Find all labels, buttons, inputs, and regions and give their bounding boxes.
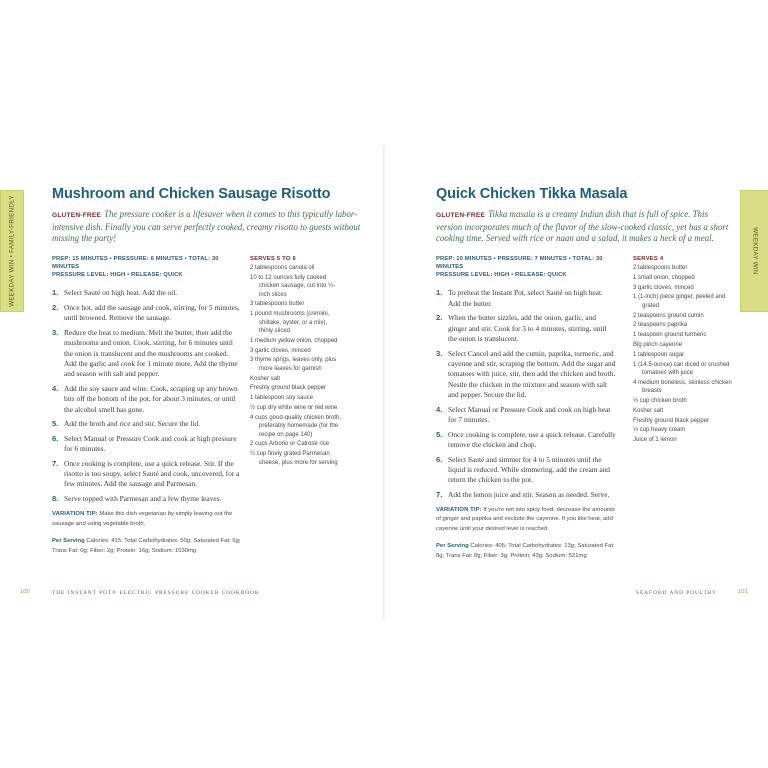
ingredient-item: 3 garlic cloves, minced — [250, 347, 311, 354]
ingredient-item: Juice of 1 lemon — [633, 437, 677, 444]
step-number: 8. — [52, 494, 59, 504]
step-number: 3. — [436, 348, 443, 358]
left-steps-list — [52, 288, 242, 504]
left-meta-line1: PREP: 15 MINUTES • PRESSURE: 6 MINUTES • TOTAL: 30 MINUTES — [52, 255, 219, 270]
left-ingredients-list — [250, 264, 342, 467]
ingredient-item: 1 medium yellow onion, chopped — [250, 337, 338, 344]
right-steps-list — [436, 288, 616, 500]
right-variation-label: VARIATION TIP: — [436, 507, 482, 514]
ingredient-item: 1 tablespoon soy sauce — [250, 395, 314, 402]
right-page — [436, 186, 732, 559]
step-text: Add the broth and rice and stir. Secure the lid. — [64, 419, 201, 429]
right-recipe-intro — [436, 209, 732, 245]
right-variation-tip — [436, 506, 616, 534]
step-text: Once hot, add the sausage and cook, stirring, for 5 minutes, until browned. Remove the sausage. — [64, 303, 240, 323]
recipe-step — [436, 288, 616, 309]
ingredient-item: Big pinch cayenne — [633, 341, 683, 348]
step-text: Select Sauté on high heat. Add the oil. — [64, 288, 178, 298]
left-meta-line2: PRESSURE LEVEL: HIGH • RELEASE: QUICK — [52, 272, 183, 279]
ingredient-item: 1 pound mushrooms (cremini, shiitake, oyster, or a mix), thinly sliced — [250, 311, 330, 334]
right-running-footer: SEAFOOD AND POULTRY — [636, 590, 717, 596]
left-nutrition-text: Calories: 415; Total Carbohydrates: 50g; Saturated Fat: 6g; Trans Fat: 0g; Fiber: 2g; Protein: 16g; Sodium: 1030mg — [52, 538, 241, 554]
step-number: 5. — [436, 429, 443, 439]
right-nutrition-label: Per Serving — [436, 543, 469, 550]
step-text: Once cooking is complete, use a quick release. Stir. If the risotto is too soupy, select Sauté and cook, uncovered, for a few minutes. Add the sausage and Parmesan. — [64, 458, 240, 489]
right-category-tab — [740, 190, 768, 312]
left-intro-text: The pressure cooker is a lifesaver when it comes to this typically labor-intensive dish. Finally you can serve perfectly cooked, creamy risotto to guests without missing the party! — [52, 209, 361, 244]
left-variation-label: VARIATION TIP: — [52, 511, 98, 518]
left-category-tab — [0, 190, 24, 312]
step-number: 4. — [436, 404, 443, 414]
left-variation-tip — [52, 510, 242, 529]
step-number: 1. — [52, 288, 59, 298]
ingredient-item: 3 thyme sprigs, leaves only, plus more leaves for garnish — [250, 357, 337, 372]
step-text: Serve topped with Parmesan and a few thyme leaves. — [64, 494, 222, 504]
left-dietary-tag: GLUTEN-FREE — [52, 212, 102, 219]
ingredient-item: 4 cups good-quality chicken broth, preferably homemade (for the recipe on page 140) — [250, 414, 342, 438]
step-number: 4. — [52, 383, 59, 393]
step-number: 2. — [436, 313, 443, 323]
recipe-step — [436, 313, 616, 344]
right-serves: SERVES 4 — [633, 255, 664, 262]
right-variation-text: If you're not into spicy food, decrease the amounts of ginger and paprika and exclude the cayenne. If you like heat, add cayenne until your desired level is reached. — [436, 507, 615, 532]
left-page — [52, 186, 370, 554]
left-running-footer: THE INSTANT POT® ELECTRIC PRESSURE COOKER COOKBOOK — [52, 590, 260, 596]
step-text: Select Manual or Pressure Cook and cook on high heat for 7 minutes. — [448, 404, 611, 424]
step-text: To preheat the Instant Pot, select Sauté on high heat. Add the butter. — [448, 288, 603, 308]
step-text: Select Manual or Pressure Cook and cook at high pressure for 6 minutes. — [64, 433, 237, 454]
left-timing-meta — [52, 255, 242, 280]
ingredient-item: 2 tablespoons butter — [633, 264, 688, 271]
step-text: When the butter sizzles, add the onion, garlic, and ginger and stir. Cook for 3 to 4 minutes, stirring, until the onion is translucent. — [448, 313, 607, 343]
ingredient-item: 2 teaspoons paprika — [633, 322, 688, 329]
ingredient-item: 2 tablespoons canola oil — [250, 264, 315, 271]
left-category-tab-label: WEEKDAY WIN • FAMILY-FRIENDLY — [8, 195, 16, 307]
right-dietary-tag: GLUTEN-FREE — [436, 212, 486, 219]
right-ingredients-list — [633, 264, 732, 445]
right-recipe-title: Quick Chicken Tikka Masala — [436, 186, 628, 202]
right-nutrition — [436, 542, 616, 561]
ingredient-item: 1 teaspoon ground turmeric — [633, 332, 707, 339]
ingredient-item: 2 cups Arborio or Calrose rice — [250, 441, 330, 448]
recipe-step — [52, 384, 242, 415]
recipe-step — [436, 349, 616, 400]
ingredient-item: Kosher salt — [250, 375, 281, 382]
step-number: 7. — [436, 489, 443, 499]
left-steps-column — [52, 255, 242, 556]
ingredient-item: Kosher salt — [633, 407, 664, 414]
recipe-step — [436, 430, 616, 451]
step-number: 5. — [52, 419, 59, 429]
left-page-number: 100 — [20, 589, 30, 595]
ingredient-item: ⅓ cup chicken broth — [633, 397, 687, 404]
step-text: Once cooking is complete, use a quick release. Carefully remove the chicken and chop. — [448, 429, 616, 449]
step-number: 1. — [436, 288, 443, 298]
recipe-step — [52, 288, 242, 298]
ingredient-item: 1 (14.5-ounce) can diced or crushed tomatoes with juice — [633, 361, 730, 376]
ingredient-item: 3 garlic cloves, minced — [633, 284, 694, 291]
left-variation-text: Make this dish vegetarian by simply leaving out the sausage and using vegetable broth. — [52, 511, 233, 527]
ingredient-item: 4 medium boneless, skinless chicken breasts — [633, 379, 732, 395]
recipe-step — [52, 419, 242, 429]
ingredient-item: 3 tablespoons butter — [250, 301, 305, 308]
recipe-step — [52, 328, 242, 379]
right-page-number: 101 — [738, 589, 748, 595]
right-meta-line1: PREP: 10 MINUTES • PRESSURE: 7 MINUTES • TOTAL: 30 MINUTES — [436, 255, 603, 270]
step-number: 7. — [52, 458, 59, 468]
step-text: Reduce the heat to medium. Melt the butter, then add the mushrooms and onion. Cook, stirring, for 6 minutes until the onion is translucent and the mushrooms are cooked. Add the garlic and cook for 1 minute more. Add the thyme and season with salt and pepper. — [64, 328, 238, 379]
ingredient-item: ⅓ cup heavy cream — [633, 427, 686, 434]
step-text: Add the lemon juice and stir. Season as needed. Serve. — [448, 489, 610, 499]
left-nutrition-label: Per Serving — [52, 538, 85, 545]
ingredient-item: 10 to 12 ounces fully cooked chicken sausage, cut into ¼-inch slices — [250, 274, 336, 298]
recipe-step — [52, 494, 242, 504]
left-nutrition — [52, 537, 242, 556]
ingredient-item: ½ cup dry white wine or red wine — [250, 404, 338, 411]
recipe-step — [52, 434, 242, 455]
recipe-step — [52, 303, 242, 324]
ingredient-item: Freshly ground black pepper — [250, 385, 327, 392]
right-nutrition-text: Calories: 405; Total Carbohydrates: 13g; Saturated Fat: 8g; Trans Fat: 0g; Fiber: 3g; Protein: 43g; Sodium: 521mg — [436, 543, 615, 559]
step-number: 6. — [436, 454, 443, 464]
step-number: 2. — [52, 303, 59, 313]
step-number: 3. — [52, 328, 59, 338]
ingredient-item: 1 (1-inch) piece ginger, peeled and grated — [633, 294, 726, 309]
ingredient-item: 1 small onion, chopped — [633, 274, 695, 281]
right-timing-meta — [436, 255, 616, 280]
right-intro-text: Tikka masala is a creamy Indian dish that is full of spice. This version incorporates much of the flavor of the slow-cooked classic, yet has a short cooking time. Served with rice or naan and a salad, it makes a heck of a meal. — [436, 209, 729, 244]
ingredient-item: Freshly ground black pepper — [633, 417, 710, 424]
ingredient-item: ¼ cup finely grated Parmesan cheese, plus more for serving — [250, 451, 338, 466]
left-recipe-title: Mushroom and Chicken Sausage Risotto — [52, 186, 331, 202]
left-serves: SERVES 5 TO 6 — [250, 255, 296, 262]
right-category-tab-label: WEEKDAY WIN — [751, 227, 759, 275]
ingredient-item: 1 tablespoon sugar — [633, 351, 685, 358]
step-number: 6. — [52, 433, 59, 443]
right-steps-column — [436, 255, 616, 561]
left-recipe-intro — [52, 209, 370, 245]
left-ingredients-column — [250, 255, 342, 469]
step-text: Select Sauté and simmer for 4 to 5 minutes until the liquid is reduced. While simmering, add the cream and return the chicken to the pot. — [448, 454, 610, 485]
recipe-step — [436, 455, 616, 486]
recipe-step — [52, 459, 242, 490]
recipe-step — [436, 490, 616, 500]
step-text: Add the soy sauce and wine. Cook, scraping up any brown bits off the bottom of the pot, for about 3 minutes, or until the alcohol smell has gone. — [64, 383, 238, 414]
book-spine — [383, 146, 385, 620]
step-text: Select Cancel and add the cumin, paprika, turmeric, and cayenne and stir, scraping the bottom. Add the sugar and tomatoes with juice, stir, then add the chicken and broth. Nestle the chicken in the mixture and season with salt and pepper. Secure the lid. — [448, 348, 616, 399]
ingredient-item: 2 teaspoons ground cumin — [633, 312, 704, 319]
right-meta-line2: PRESSURE LEVEL: HIGH • RELEASE: QUICK — [436, 272, 567, 279]
recipe-step — [436, 405, 616, 426]
right-ingredients-column — [633, 255, 732, 446]
